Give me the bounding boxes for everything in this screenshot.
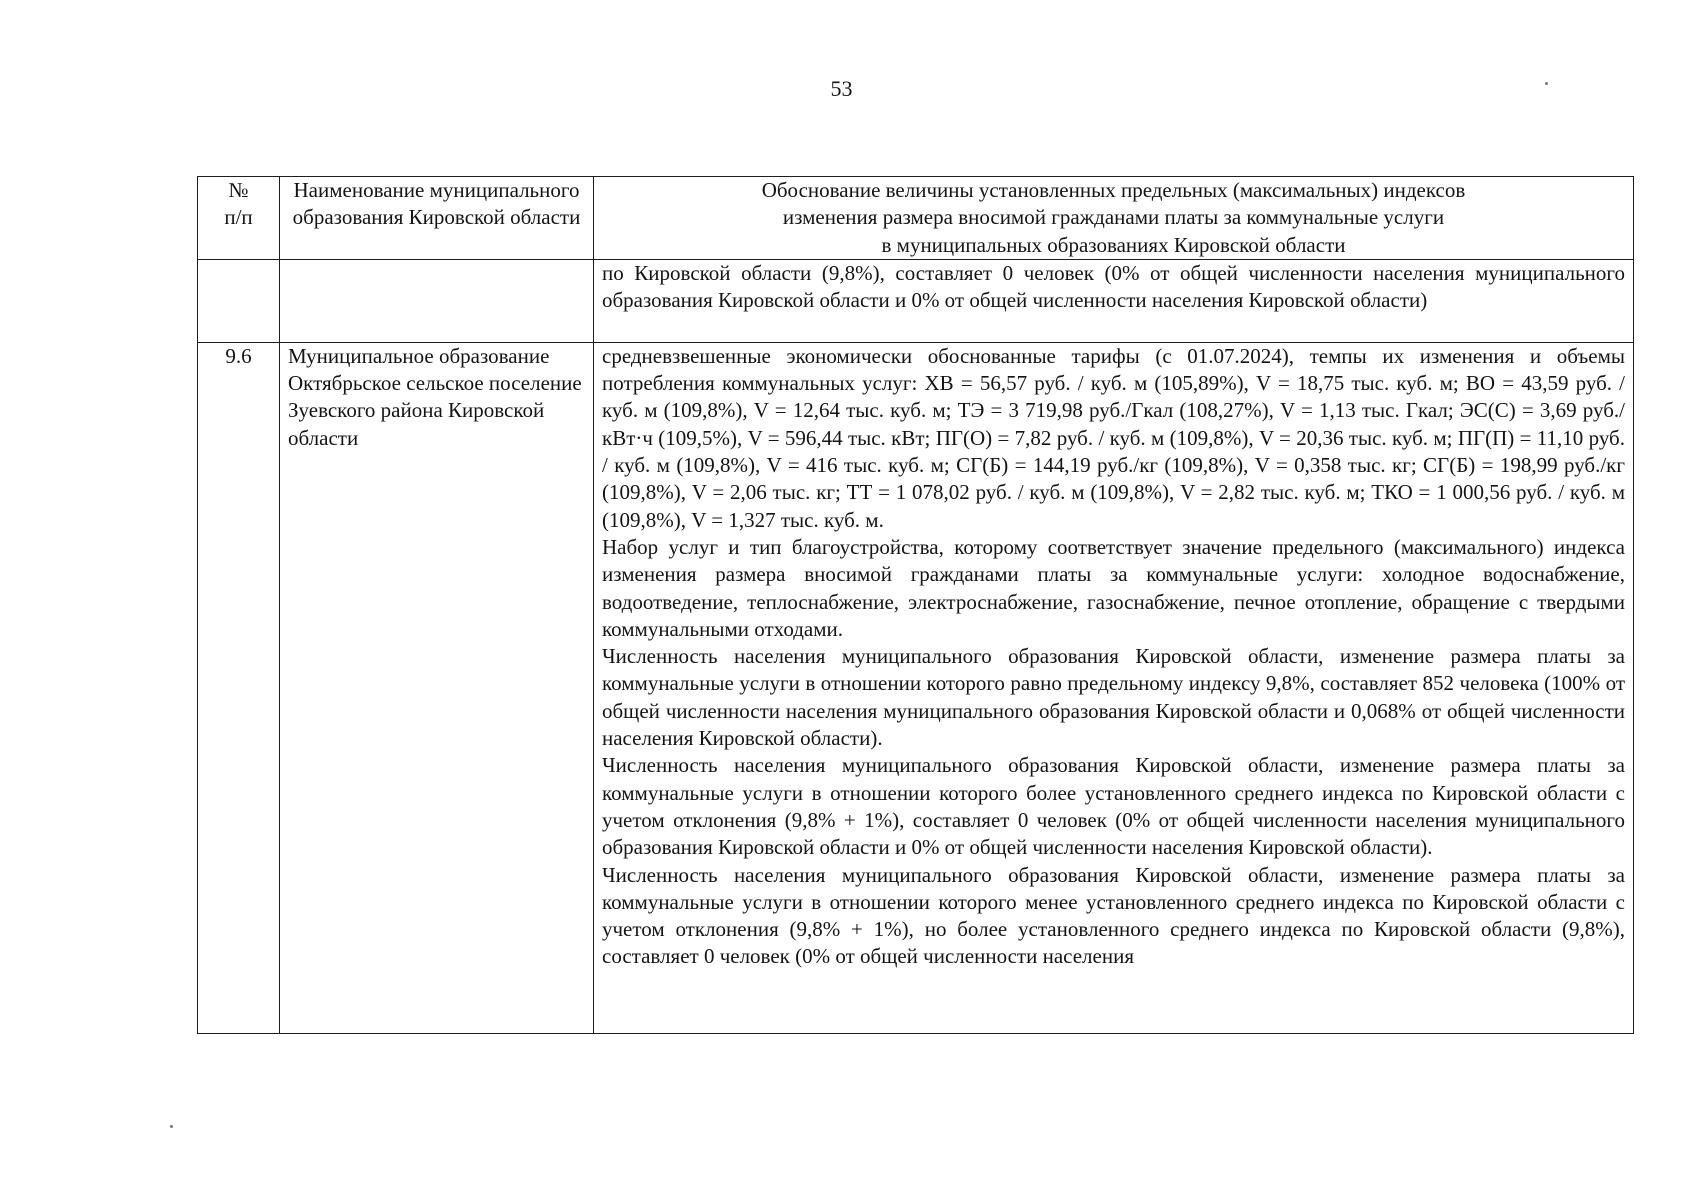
- population-equal-paragraph: Численность населения муниципального образования Кировской области, изменение размера платы за коммунальные услуги в отношении которого равно предельному индексу 9,8%, составляет 852 человека (100% от общей численности населения муниципального образования Кировской области и 0,068% от общей численности населения Кировской области).: [602, 644, 1625, 751]
- population-between-paragraph: Численность населения муниципального образования Кировской области, изменение размера платы за коммунальные услуги в отношении которого менее установленного среднего индекса по Кировской области с учетом отклонения (9,8% + 1%), но более установленного среднего индекса по Кировской области (9,8%), составляет 0 человек (0% от общей численности населения: [602, 862, 1625, 969]
- services-paragraph: Набор услуг и тип благоустройства, которому соответствует значение предельного (максимального) индекса изменения размера вносимой гражданами платы за коммунальные услуги: холодное водоснабжение, водоотведение, теплоснабжение, электроснабжение, газоснабжение, печное отопление, обращение с твердыми коммунальными отходами.: [602, 534, 1625, 641]
- header-basis: [594, 177, 1634, 260]
- header-basis-line-3: в муниципальных образованиях Кировской области: [881, 232, 1346, 257]
- row-number: 9.6: [198, 342, 280, 1033]
- header-number: [198, 177, 280, 260]
- table-header-row: [198, 177, 1634, 260]
- header-number-symbol: №: [228, 178, 249, 202]
- indices-table: [197, 176, 1634, 1034]
- header-municipality-name: Наименование муниципального образования Кировской области: [280, 177, 594, 260]
- continuation-text: по Кировской области (9,8%), составляет 0 человек (0% от общей численности населения муниципального образования Кировской области и 0% от общей численности населения Кировской области): [602, 260, 1625, 313]
- continuation-name: [280, 259, 594, 342]
- table-row: [198, 342, 1634, 1033]
- population-above-paragraph: Численность населения муниципального образования Кировской области, изменение размера платы за коммунальные услуги в отношении которого более установленного среднего индекса по Кировской области с учетом отклонения (9,8% + 1%), составляет 0 человек (0% от общей численности населения муниципального образования Кировской области и 0% от общей численности населения Кировской области).: [602, 753, 1625, 860]
- header-basis-line-1: Обоснование величины установленных предельных (максимальных) индексов: [761, 178, 1466, 202]
- row-municipality-name: Муниципальное образование Октябрьское сельское поселение Зуевского района Кировской области: [280, 342, 594, 1033]
- header-number-abbr: п/п: [224, 205, 253, 230]
- continuation-number: [198, 259, 280, 342]
- header-basis-line-2: изменения размера вносимой гражданами платы за коммунальные услуги: [782, 205, 1445, 230]
- row-basis-cell: [594, 342, 1634, 1033]
- table-row-continuation: [198, 259, 1634, 342]
- row-basis-text: [602, 343, 1625, 1033]
- continuation-text-cell: [594, 259, 1634, 342]
- scan-speck: [170, 1125, 173, 1128]
- tariffs-paragraph: средневзвешенные экономически обоснованные тарифы (с 01.07.2024), темпы их изменения и объемы потребления коммунальных услуг: ХВ = 56,57 руб. / куб. м (105,89%), V = 18,75 тыс. куб. м; ВО = 43,59 руб. / куб. м (109,8%), V = 12,64 тыс. куб. м; ТЭ = 3 719,98 руб./Гкал (108,27%), V = 1,13 тыс. Гкал; ЭС(С) = 3,69 руб./кВт·ч (109,5%), V = 596,44 тыс. кВт; ПГ(О) = 7,82 руб. / куб. м (109,8%), V = 20,36 тыс. куб. м; ПГ(П) = 11,10 руб. / куб. м (109,8%), V = 416 тыс. куб. м; СГ(Б) = 144,19 руб./кг (109,8%), V = 0,358 тыс. кг; СГ(Б) = 198,99 руб./кг (109,8%), V = 2,06 тыс. кг; ТТ = 1 078,02 руб. / куб. м (109,8%), V = 2,82 тыс. куб. м; ТКО = 1 000,56 руб. / куб. м (109,8%), V = 1,327 тыс. куб. м.: [602, 343, 1625, 532]
- page-number: 53: [830, 76, 853, 101]
- scan-speck: [1545, 82, 1548, 85]
